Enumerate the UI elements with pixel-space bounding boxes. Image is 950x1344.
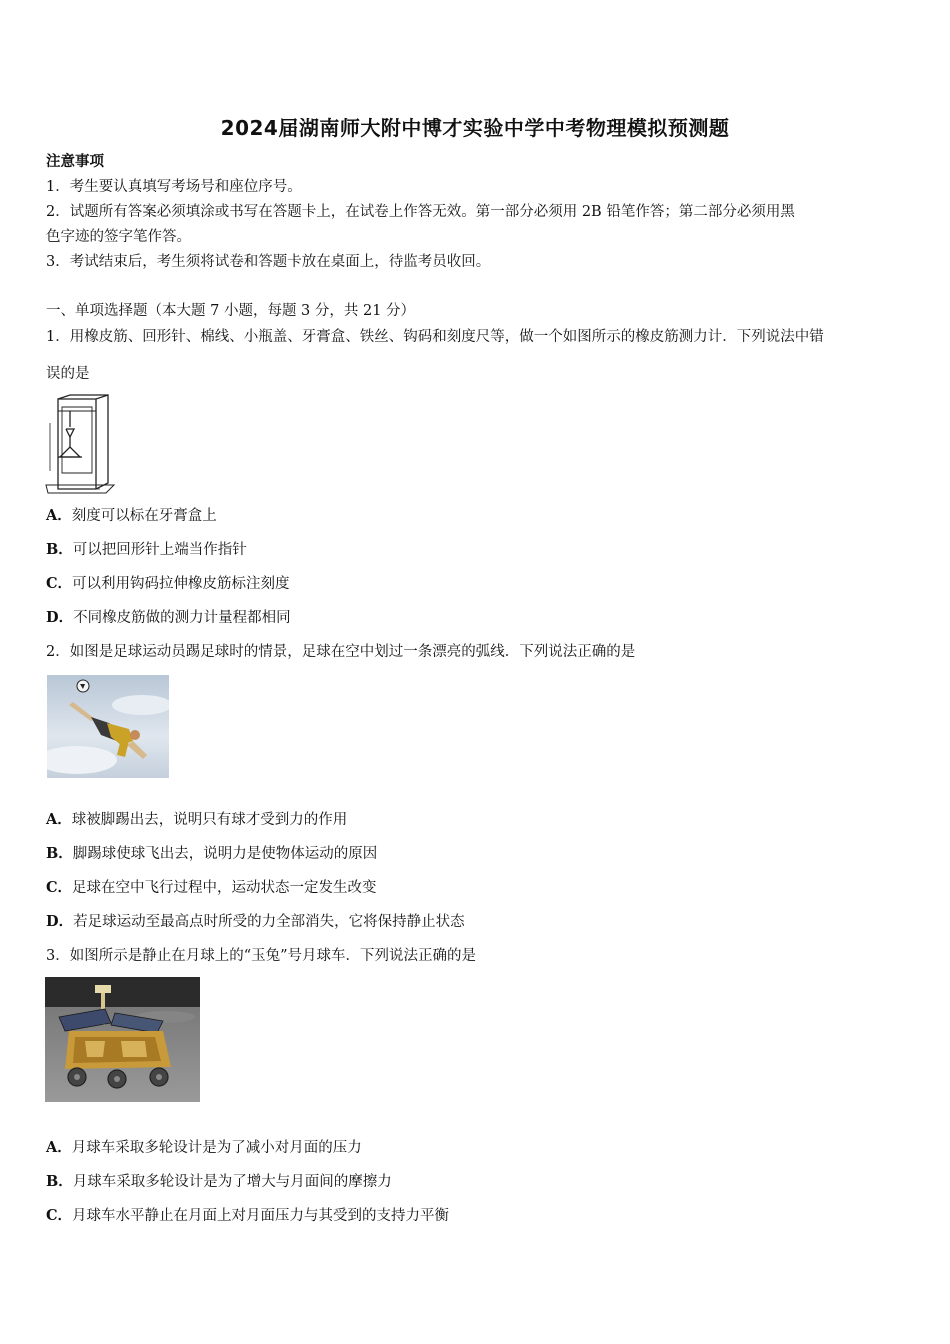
lunar-rover-photo: [45, 977, 200, 1102]
option-text: 脚踢球使球飞出去，说明力是使物体运动的原因: [72, 846, 378, 862]
q2-option-a: [46, 810, 347, 830]
option-text: 可以利用钩码拉伸橡皮筋标注刻度: [72, 576, 290, 592]
notice-item-3: 3．考试结束后，考生须将试卷和答题卡放在桌面上，待监考员收回。: [46, 254, 491, 270]
q1-option-d: [46, 608, 291, 628]
question-1-stem-cont: 误的是: [46, 366, 90, 382]
notice-item-2-cont: 色字迹的签字笔作答。: [46, 229, 191, 245]
option-letter: C．: [46, 879, 73, 896]
option-text: 月球车采取多轮设计是为了增大与月面间的摩擦力: [72, 1174, 392, 1190]
q3-option-b: [46, 1172, 392, 1192]
option-letter: B．: [46, 541, 73, 558]
option-text: 刻度可以标在牙膏盒上: [71, 508, 217, 524]
q2-option-b: [46, 844, 377, 864]
option-letter: A．: [46, 811, 72, 828]
option-text: 月球车水平静止在月面上对月面压力与其受到的支持力平衡: [72, 1208, 450, 1224]
q3-option-a: [46, 1138, 362, 1158]
notice-item-2: 2．试题所有答案必须填涂或书写在答题卡上，在试卷上作答无效。第一部分必须用 2B 铅笔作答；第二部分必须用黑: [46, 204, 795, 220]
q1-option-b: [46, 540, 247, 560]
option-text: 足球在空中飞行过程中，运动状态一定发生改变: [72, 880, 377, 896]
question-3-stem: 3．如图所示是静止在月球上的“玉兔”号月球车．下列说法正确的是: [46, 948, 477, 964]
q1-option-a: [46, 506, 217, 526]
page-title: 2024届湖南师大附中博才实验中学中考物理模拟预测题: [220, 116, 730, 140]
option-letter: B．: [46, 1173, 73, 1190]
option-letter: D．: [46, 609, 74, 626]
question-1-stem: 1．用橡皮筋、回形针、棉线、小瓶盖、牙膏盒、铁丝、钩码和刻度尺等，做一个如图所示的橡皮筋测力计．下列说法中错: [46, 329, 824, 345]
notice-item-1: 1．考生要认真填写考场号和座位序号。: [46, 179, 302, 195]
option-letter: C．: [46, 1207, 73, 1224]
soccer-kick-photo: [47, 675, 169, 778]
notice-heading: 注意事项: [46, 153, 104, 170]
q2-option-d: [46, 912, 465, 932]
option-text: 月球车采取多轮设计是为了减小对月面的压力: [71, 1140, 362, 1156]
option-text: 球被脚踢出去，说明只有球才受到力的作用: [71, 812, 348, 828]
q2-option-c: [46, 878, 377, 898]
option-letter: B．: [46, 845, 73, 862]
option-letter: A．: [46, 1139, 72, 1156]
option-text: 若足球运动至最高点时所受的力全部消失，它将保持静止状态: [73, 914, 465, 930]
option-letter: C．: [46, 575, 73, 592]
section-heading: 一、单项选择题（本大题 7 小题，每题 3 分，共 21 分）: [46, 303, 416, 319]
option-letter: D．: [46, 913, 74, 930]
q1-option-c: [46, 574, 290, 594]
option-text: 不同橡皮筋做的测力计量程都相同: [73, 610, 291, 626]
option-letter: A．: [46, 507, 72, 524]
rubber-band-dynamometer-figure: [44, 393, 116, 495]
q3-option-c: [46, 1206, 449, 1226]
option-text: 可以把回形针上端当作指针: [72, 542, 247, 558]
question-2-stem: 2．如图是足球运动员踢足球时的情景，足球在空中划过一条漂亮的弧线．下列说法正确的是: [46, 644, 636, 660]
